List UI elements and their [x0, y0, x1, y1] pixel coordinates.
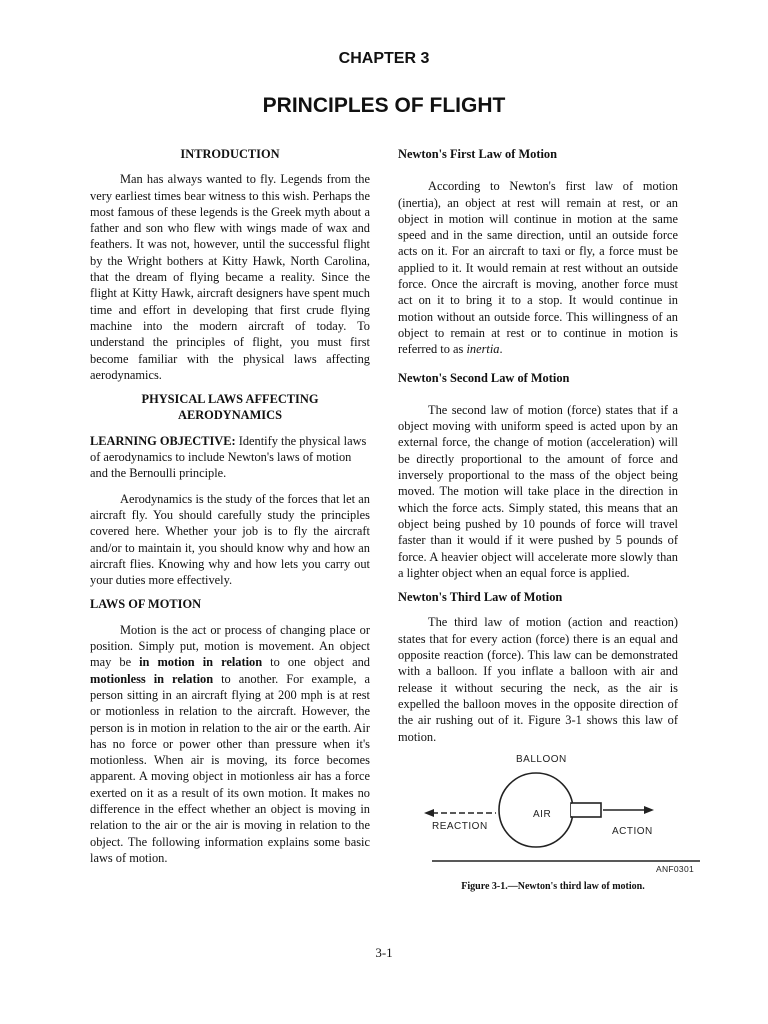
- second-law-heading: Newton's Second Law of Motion: [398, 370, 570, 385]
- reaction-label: REACTION: [432, 821, 488, 832]
- motion-bold-1: in motion in relation: [139, 655, 263, 670]
- balloon-label: BALLOON: [516, 754, 567, 765]
- right-column: [398, 146, 678, 753]
- inertia-term: inertia: [466, 342, 500, 357]
- motion-bold-2: motionless in relation: [90, 671, 214, 686]
- action-label: ACTION: [612, 826, 653, 837]
- introduction-paragraph: Man has always wanted to fly. Legends from the very earliest times bear witness to this wish. Perhaps the most famous of these legends is the Greek myth about a father and son who flew with wings made of wax and feathers. It was not, however, until the successful flight by the Wright bothers at Kitty Hawk, North Carolina, that the dream of flying became a reality. Since the flight at Kitty Hawk, aircraft designers have spent much time and effort in developing that first crude flying machine into the modern aircraft of today. To understand the principles of flight, you must first become familiar with the physical laws affecting aerodynamics.: [90, 172, 370, 382]
- first-law-text: According to Newton's first law of motion (inertia), an object at rest will remain at rest, or an object in motion will continue in motion at the same speed and in the same direction, until an outside force acts on it. For an aircraft to taxi or fly, a force must be applied to it. It would remain at rest without an outside force. Once the aircraft is moving, another force must act on it to bring it to a stop. It would continue in motion without an outside force. This willingness of an object to remain at rest or to continue in motion is referred to as: [398, 179, 678, 357]
- motion-text-1: Motion is the act or process of changing place or position. Simply put, motion is movement. An object may be: [90, 622, 370, 670]
- motion-text-3: to another. For example, a person sitting in an aircraft flying at 200 mph is at rest or motionless in relation to the aircraft. However, the person is in motion in relation to the air or the earth. Air has no force or power other than pressure when it's motionless. When air is moving, its force becomes apparent. A moving object in motionless air has a force exerted on it as a result of its own motion. It makes no difference in the effect whether an object is moving in relation to the air or the air is moving in relation to the object. The following information explains some basic laws of motion.: [90, 671, 370, 865]
- first-law-heading: Newton's First Law of Motion: [398, 147, 557, 161]
- physical-laws-heading-line-1: PHYSICAL LAWS AFFECTING: [141, 392, 319, 407]
- page-title: PRINCIPLES OF FLIGHT: [262, 94, 506, 117]
- physical-laws-heading: [90, 391, 370, 424]
- action-arrow-head: [644, 806, 654, 814]
- motion-paragraph: [90, 622, 370, 866]
- motion-text-2: to one object and: [262, 655, 370, 670]
- learning-objective: [90, 433, 370, 482]
- third-law-heading: Newton's Third Law of Motion: [398, 590, 563, 605]
- aerodynamics-paragraph: Aerodynamics is the study of the forces that let an aircraft fly. You should carefully study the principles covered here. Whether your job is to fly the aircraft and/or to maintain it, you should know why and how an aircraft flies. Knowing why and how lets you carry out your duties more effectively.: [90, 491, 370, 588]
- balloon-diagram: [418, 748, 718, 878]
- page-number: 3-1: [375, 945, 393, 960]
- introduction-heading: INTRODUCTION: [180, 147, 280, 161]
- air-label: AIR: [533, 809, 552, 820]
- laws-of-motion-heading: LAWS OF MOTION: [90, 597, 202, 612]
- figure-caption: Figure 3-1.—Newton's third law of motion.: [461, 881, 645, 892]
- left-column: [90, 146, 370, 874]
- chapter-label: CHAPTER 3: [338, 50, 430, 67]
- physical-laws-heading-line-2: AERODYNAMICS: [178, 408, 282, 423]
- second-law-paragraph: The second law of motion (force) states that if a object moving with uniform speed is acted upon by an external force, the change of motion (acceleration) will be directly proportional to the amount of force and inversely proportional to the mass of the object being moved. The motion will take place in the direction in which the force acts. Simply stated, this means that an object being pushed by 10 pounds of force will travel faster than it would if it were pushed by 5 pounds of force. A heavier object will accelerate more slowly than a lighter object when an equal force is applied.: [398, 402, 678, 580]
- balloon-figure: [418, 748, 718, 898]
- first-law-end: .: [499, 342, 503, 357]
- reaction-arrow-head: [424, 809, 434, 817]
- learning-objective-text: Identify the physical laws of aerodynamics to include Newton's laws of motion and the Bernoulli principle.: [90, 433, 367, 481]
- balloon-neck: [571, 803, 601, 817]
- learning-objective-label: LEARNING OBJECTIVE:: [90, 433, 236, 448]
- third-law-paragraph: The third law of motion (action and reaction) states that for every action (force) there is an equal and opposite reaction (force). This law can be demonstrated with a balloon. If you inflate a balloon with air and release it without securing the neck, as the air is expelled the balloon moves in the opposite direction of the air rushing out of it. Figure 3-1 shows this law of motion.: [398, 615, 678, 744]
- first-law-paragraph: [398, 178, 678, 357]
- figure-id: ANF0301: [656, 864, 695, 874]
